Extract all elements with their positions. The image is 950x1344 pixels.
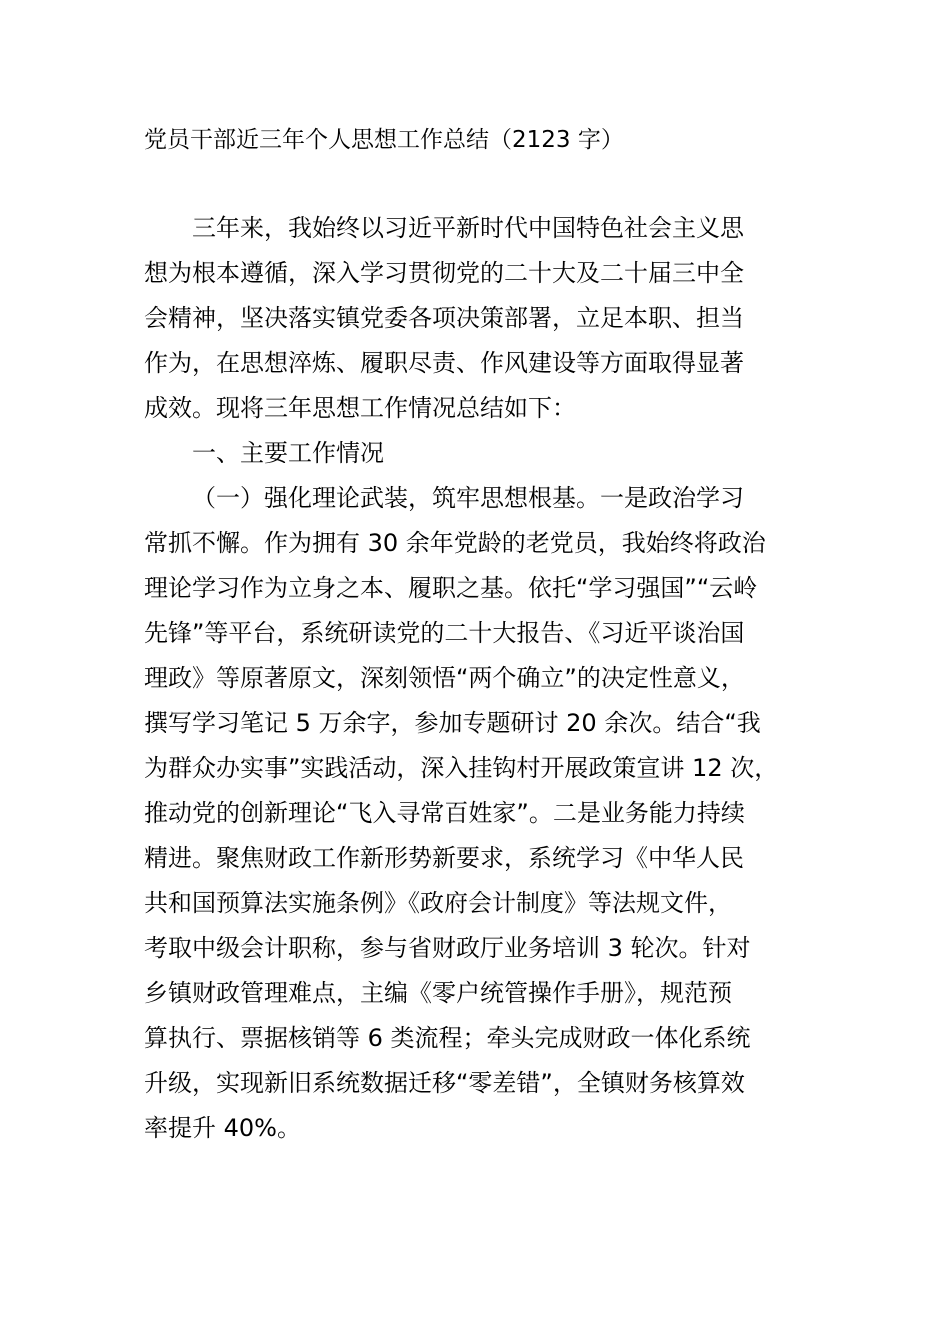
body-line: 为群众办实事”实践活动，深入挂钩村开展政策宣讲 12 次， xyxy=(144,754,779,782)
body-line: 考取中级会计职称，参与省财政厅业务培训 3 轮次。针对 xyxy=(144,934,751,962)
section-heading: 一、主要工作情况 xyxy=(192,439,384,467)
body-line: 率提升 40%。 xyxy=(144,1114,301,1142)
body-line: 先锋”等平台，系统研读党的二十大报告、《习近平谈治国 xyxy=(144,619,745,647)
body-line: 常抓不懈。作为拥有 30 余年党龄的老党员，我始终将政治 xyxy=(144,529,766,557)
body-line: 精进。聚焦财政工作新形势新要求，系统学习《中华人民 xyxy=(144,844,744,872)
body-line: 推动党的创新理论“飞入寻常百姓家”。二是业务能力持续 xyxy=(144,799,745,827)
intro-line: 会精神，坚决落实镇党委各项决策部署，立足本职、担当 xyxy=(144,304,744,332)
body-line: 理论学习作为立身之本、履职之基。依托“学习强国”“云岭 xyxy=(144,574,758,602)
body-line: （一）强化理论武装，筑牢思想根基。一是政治学习 xyxy=(192,484,744,512)
intro-line: 成效。现将三年思想工作情况总结如下： xyxy=(144,394,576,422)
body-line: 乡镇财政管理难点，主编《零户统管操作手册》，规范预 xyxy=(144,979,732,1007)
body-line: 算执行、票据核销等 6 类流程；牵头完成财政一体化系统 xyxy=(144,1024,751,1052)
body-line: 理政》等原著原文，深刻领悟“两个确立”的决定性意义， xyxy=(144,664,745,692)
document-title: 党员干部近三年个人思想工作总结（2123 字） xyxy=(144,127,624,153)
intro-line: 作为，在思想淬炼、履职尽责、作风建设等方面取得显著 xyxy=(144,349,744,377)
intro-line: 想为根本遵循，深入学习贯彻党的二十大及二十届三中全 xyxy=(144,259,744,287)
body-line: 升级，实现新旧系统数据迁移“零差错”，全镇财务核算效 xyxy=(144,1069,745,1097)
body-line: 撰写学习笔记 5 万余字，参加专题研讨 20 余次。结合“我 xyxy=(144,709,761,737)
body-line: 共和国预算法实施条例》《政府会计制度》等法规文件， xyxy=(144,889,732,917)
intro-line: 三年来，我始终以习近平新时代中国特色社会主义思 xyxy=(192,214,744,242)
